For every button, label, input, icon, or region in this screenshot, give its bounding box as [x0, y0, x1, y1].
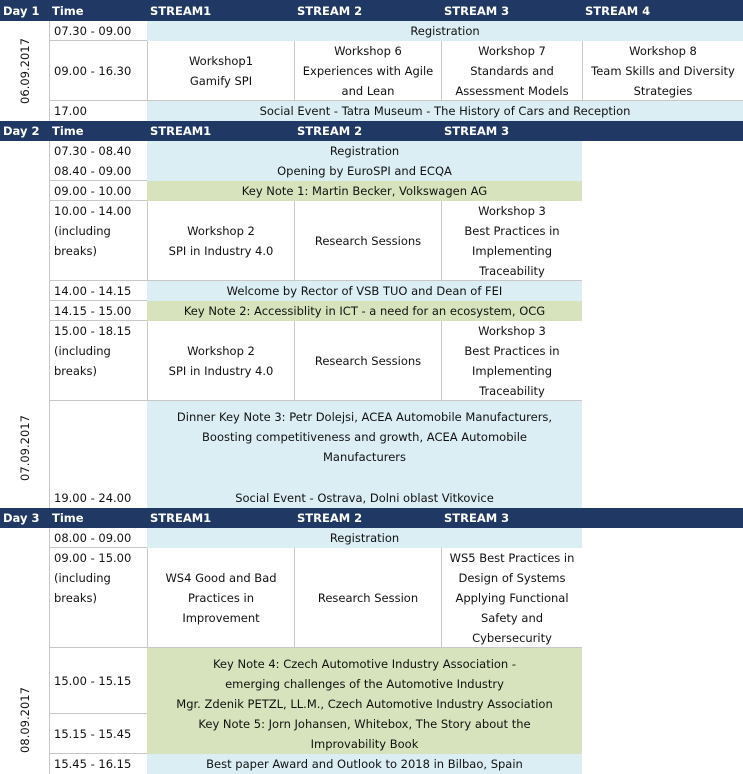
- day3-keynotes: [147, 648, 582, 754]
- day2-label: Day 2: [0, 121, 49, 141]
- day2-date: 07.09.2017: [17, 415, 32, 481]
- day2-block2-time-note2: breaks): [54, 364, 98, 378]
- day3-block-time-range: 09.00 - 15.00: [54, 551, 132, 565]
- day1-workshop6-title: Workshop 6: [334, 43, 402, 58]
- day3-award: Best paper Award and Outlook to 2018 in Bilbao, Spain: [147, 754, 582, 774]
- day1-social-time: 17.00: [49, 101, 147, 121]
- day3-date-cell: [0, 528, 49, 774]
- day2-block1-workshop3-line2: Best Practices in: [464, 223, 560, 238]
- day3-ws4-line3: Improvement: [182, 610, 260, 625]
- day3-ws4-line1: WS4 Good and Bad: [165, 570, 277, 585]
- day2-block1-time-range: 10.00 - 14.00: [54, 204, 132, 218]
- day3-keynote4-line1: Key Note 4: Czech Automotive Industry Association -: [212, 657, 517, 671]
- day1-label: Day 1: [0, 0, 49, 21]
- day2-social-time: 19.00 - 24.00: [49, 487, 147, 508]
- day2-dinner-line1: Dinner Key Note 3: Petr Dolejsi, ACEA Automobile Manufacturers,: [176, 410, 553, 424]
- day3-ws5-line3: Applying Functional: [455, 590, 569, 605]
- day2-registration: Registration: [147, 141, 582, 161]
- day3-keynote4-line2: emerging challenges of the Automotive Industry: [225, 677, 504, 691]
- day2-block1-workshop3-title: Workshop 3: [478, 203, 546, 218]
- day2-block1-workshop2-title: Workshop 2: [187, 223, 255, 238]
- day2-keynote2: Key Note 2: Accessiblity in ICT - a need for an ecosystem, OCG: [147, 301, 582, 321]
- day2-keynote2-time: 14.15 - 15.00: [49, 301, 147, 321]
- day1-date: 06.09.2017: [17, 38, 32, 104]
- day3-keynote5-line2: Improvability Book: [310, 737, 419, 751]
- day1-workshop1[interactable]: [147, 41, 294, 101]
- day1-workshop1-subtitle: Gamify SPI: [189, 73, 253, 88]
- day1-workshop1-title: Workshop1: [188, 53, 254, 68]
- day1-stream2-header: STREAM 2: [294, 0, 441, 21]
- day1-workshop6-line2: Experiences with Agile: [302, 63, 434, 78]
- day2-time-header: Time: [49, 121, 147, 141]
- day2-block1-time-note2: breaks): [54, 244, 98, 258]
- day2-block1-time-note1: (including: [54, 224, 111, 238]
- day2-registration-time: 07.30 - 08.40: [49, 141, 147, 161]
- day2-block1-research-sessions[interactable]: Research Sessions: [294, 201, 441, 281]
- day3-stream2-header: STREAM 2: [294, 508, 441, 528]
- day2-social-event: Social Event - Ostrava, Dolni oblast Vitkovice: [147, 487, 582, 508]
- day3-award-time: 15.45 - 16.15: [49, 754, 147, 774]
- day3-ws4[interactable]: [147, 548, 294, 648]
- day1-workshop8-line2: Team Skills and Diversity: [591, 63, 735, 78]
- day1-time-header: Time: [49, 0, 147, 21]
- day2-block1-workshop3[interactable]: [441, 201, 582, 281]
- day3-date: 08.09.2017: [17, 687, 32, 753]
- day2-block2-time-range: 15.00 - 18.15: [54, 324, 132, 338]
- day2-block2-workshop2-title: Workshop 2: [187, 343, 255, 358]
- day3-stream3-header: STREAM 3: [441, 508, 743, 528]
- day2-block2-workshop3-title: Workshop 3: [478, 323, 546, 338]
- day2-welcome-time: 14.00 - 14.15: [49, 281, 147, 301]
- day2-block2-time: [49, 321, 147, 401]
- day3-ws5-line1: WS5 Best Practices in: [449, 550, 575, 565]
- day1-stream1-header: STREAM1: [147, 0, 294, 21]
- day2-stream2-header: STREAM 2: [294, 121, 441, 141]
- day2-block2-workshop3[interactable]: [441, 321, 582, 401]
- day2-block2-workshop2-subtitle: SPI in Industry 4.0: [168, 363, 274, 378]
- day1-workshop7-line2: Standards and: [470, 63, 554, 78]
- day2-opening: Opening by EuroSPI and ECQA: [147, 161, 582, 181]
- day2-block1-workshop2[interactable]: [147, 201, 294, 281]
- day1-workshop6-line3: and Lean: [341, 83, 395, 98]
- day1-workshop6[interactable]: [294, 41, 441, 101]
- day2-block2-workshop3-line4: Traceability: [479, 383, 545, 398]
- day3-registration: Registration: [147, 528, 582, 548]
- day3-research-session[interactable]: Research Session: [294, 548, 441, 648]
- day1-social-event: Social Event - Tatra Museum - The History of Cars and Reception: [147, 101, 743, 121]
- day2-stream3-header: STREAM 3: [441, 121, 743, 141]
- day2-block1-workshop2-subtitle: SPI in Industry 4.0: [168, 243, 274, 258]
- day2-block1-time: [49, 201, 147, 281]
- day3-time-header: Time: [49, 508, 147, 528]
- day2-welcome: Welcome by Rector of VSB TUO and Dean of FEI: [147, 281, 582, 301]
- day3-block-time: [49, 548, 147, 648]
- day2-keynote1: Key Note 1: Martin Becker, Volkswagen AG: [147, 181, 582, 201]
- day3-label: Day 3: [0, 508, 49, 528]
- day1-registration: Registration: [147, 21, 743, 41]
- day2-block2-research-sessions[interactable]: Research Sessions: [294, 321, 441, 401]
- day1-workshop7-line3: Assessment Models: [455, 83, 569, 98]
- day3-ws5-line5: Cybersecurity: [472, 630, 552, 645]
- day2-block1-workshop3-line4: Traceability: [479, 263, 545, 278]
- day2-block2-workshop3-line2: Best Practices in: [464, 343, 560, 358]
- day1-workshop8[interactable]: [582, 41, 743, 101]
- day1-workshop7-title: Workshop 7: [478, 43, 546, 58]
- day2-block2-workshop3-line3: Implementing: [471, 363, 553, 378]
- day3-block-time-note2: breaks): [54, 591, 98, 605]
- day1-stream4-header: STREAM 4: [582, 0, 743, 21]
- day3-ws5-line2: Design of Systems: [458, 570, 566, 585]
- day2-keynote1-time: 09.00 - 10.00: [49, 181, 147, 201]
- day3-keynote4-line3: Mgr. Zdenik PETZL, LL.M., Czech Automotive Industry Association: [176, 697, 553, 711]
- day2-block2-workshop2[interactable]: [147, 321, 294, 401]
- day3-registration-time: 08.00 - 09.00: [49, 528, 147, 548]
- day2-dinner-line3: Manufacturers: [322, 450, 407, 464]
- day2-block1-workshop3-line3: Implementing: [471, 243, 553, 258]
- day2-block2-time-note1: (including: [54, 344, 111, 358]
- day2-opening-time: 08.40 - 09.00: [49, 161, 147, 181]
- day1-workshop7[interactable]: [441, 41, 582, 101]
- day2-dinner-line2: Boosting competitiveness and growth, ACEA Automobile: [202, 430, 527, 444]
- day1-stream3-header: STREAM 3: [441, 0, 582, 21]
- day1-registration-time: 07.30 - 09.00: [49, 21, 147, 41]
- day3-ws5-line4: Safety and: [480, 610, 544, 625]
- day3-block-time-note1: (including: [54, 571, 111, 585]
- day1-workshop8-title: Workshop 8: [629, 43, 697, 58]
- day3-stream1-header: STREAM1: [147, 508, 294, 528]
- day2-date-cell: [0, 141, 49, 508]
- day1-workshop8-line3: Strategies: [633, 83, 693, 98]
- day3-ws5[interactable]: [441, 548, 582, 648]
- day2-stream1-header: STREAM1: [147, 121, 294, 141]
- day2-dinner-keynote: [147, 401, 582, 487]
- day2-dinner-time-empty: [49, 401, 147, 487]
- day3-keynote5-time: 15.15 - 15.45: [49, 714, 147, 754]
- day3-ws4-line2: Practices in: [187, 590, 255, 605]
- day1-workshop-time: 09.00 - 16.30: [49, 41, 147, 101]
- day1-date-cell: [0, 21, 49, 121]
- day3-keynote5-line1: Key Note 5: Jorn Johansen, Whitebox, The Story about the: [198, 717, 531, 731]
- day3-keynote4-time: 15.00 - 15.15: [49, 648, 147, 714]
